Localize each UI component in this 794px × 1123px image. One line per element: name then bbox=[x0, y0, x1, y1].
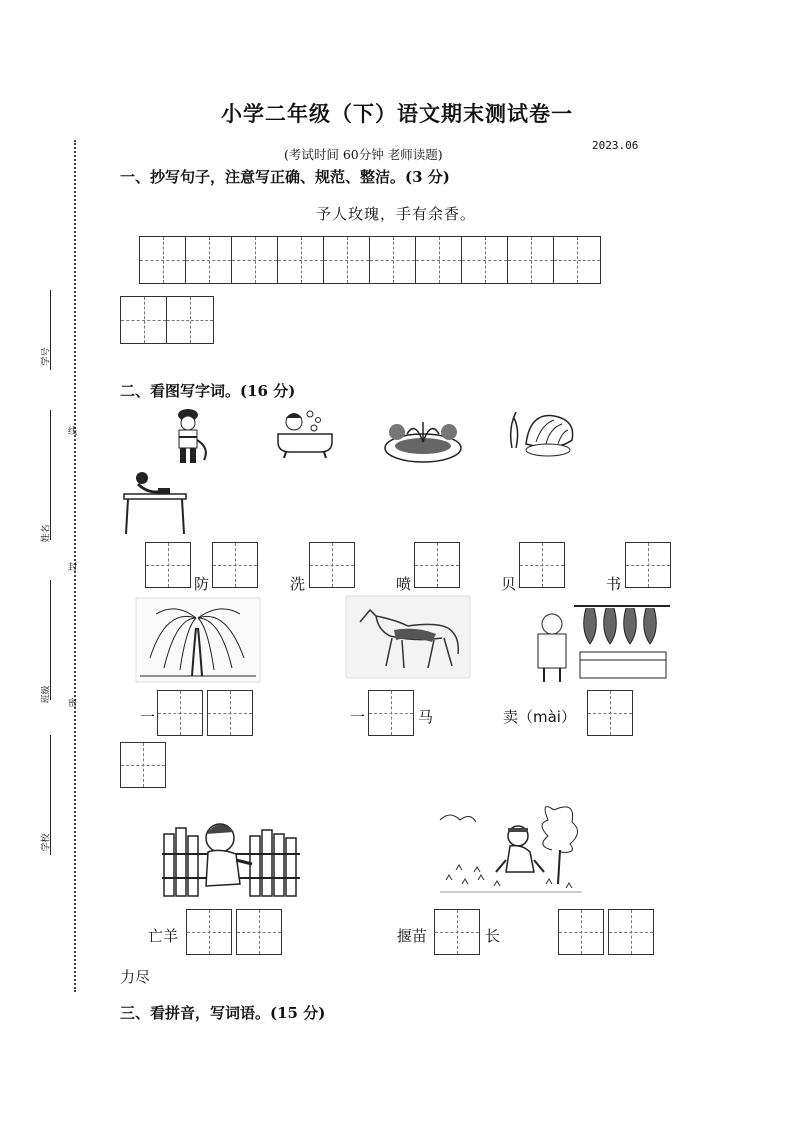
word-label-mai: 卖（mài） bbox=[503, 708, 576, 726]
word-label-yamiao: 揠苗 bbox=[397, 927, 428, 945]
word-label-yi-1: 一 bbox=[140, 708, 156, 726]
seal-mark-seal: 封 bbox=[68, 563, 78, 573]
word-label-wangyang: 亡羊 bbox=[148, 927, 179, 945]
exam-date: 2023.06 bbox=[592, 139, 639, 152]
butcher-shop-icon bbox=[530, 600, 670, 684]
writing-grid-row-2[interactable] bbox=[120, 296, 214, 344]
student-id-label: 学号 bbox=[41, 347, 52, 366]
answer-box-10[interactable] bbox=[587, 690, 633, 736]
answer-box-13[interactable] bbox=[236, 909, 282, 955]
person-at-desk-icon bbox=[120, 470, 192, 536]
copy-sentence: 予人玫瑰，手有余香。 bbox=[316, 205, 477, 223]
word-label-fang: 防 bbox=[194, 575, 210, 593]
answer-box-2[interactable] bbox=[212, 542, 258, 588]
boy-fixing-fence-icon bbox=[160, 814, 310, 902]
writing-grid-row-1[interactable] bbox=[139, 236, 601, 284]
horse-icon bbox=[346, 596, 470, 678]
child-bathing-icon bbox=[274, 406, 336, 462]
answer-box-6[interactable] bbox=[625, 542, 671, 588]
answer-box-14[interactable] bbox=[434, 909, 480, 955]
answer-box-8[interactable] bbox=[207, 690, 253, 736]
answer-box-7[interactable] bbox=[157, 690, 203, 736]
answer-box-1[interactable] bbox=[145, 542, 191, 588]
seal-mark-line: 线 bbox=[68, 427, 78, 437]
class-label: 班级 bbox=[41, 685, 52, 704]
word-label-shu: 书 bbox=[606, 575, 622, 593]
name-label: 姓名 bbox=[41, 524, 52, 543]
word-label-lijin: 力尽 bbox=[120, 968, 151, 986]
answer-box-9[interactable] bbox=[368, 690, 414, 736]
firefighter-icon bbox=[168, 406, 214, 466]
page-title: 小学二年级（下）语文期末测试卷一 bbox=[221, 101, 573, 126]
answer-box-3[interactable] bbox=[309, 542, 355, 588]
answer-box-5[interactable] bbox=[519, 542, 565, 588]
school-label: 学校 bbox=[41, 833, 52, 852]
answer-box-11[interactable] bbox=[120, 742, 166, 788]
section-1-heading: 一、抄写句子，注意写正确、规范、整洁。(3 分) bbox=[120, 168, 450, 186]
word-label-yi-2: 一 bbox=[350, 708, 366, 726]
answer-box-15[interactable] bbox=[558, 909, 604, 955]
section-3-heading: 三、看拼音，写词语。(15 分) bbox=[120, 1004, 326, 1022]
word-label-bei: 贝 bbox=[501, 575, 517, 593]
word-label-pen: 喷 bbox=[396, 575, 412, 593]
answer-box-16[interactable] bbox=[608, 909, 654, 955]
answer-box-12[interactable] bbox=[186, 909, 232, 955]
farmer-pulling-seedlings-icon bbox=[436, 800, 586, 896]
answer-box-4[interactable] bbox=[414, 542, 460, 588]
exam-subtitle: (考试时间 60分钟 老师读题) bbox=[284, 147, 443, 162]
name-line bbox=[50, 410, 51, 540]
fountain-icon bbox=[383, 414, 463, 464]
willow-tree-icon bbox=[136, 598, 260, 682]
word-label-ma: 马 bbox=[418, 708, 434, 726]
seashell-icon bbox=[506, 404, 578, 460]
seal-mark-secret: 密 bbox=[68, 699, 78, 709]
class-line bbox=[50, 580, 51, 700]
word-label-xi: 洗 bbox=[290, 575, 306, 593]
section-2-heading: 二、看图写字词。(16 分) bbox=[120, 382, 296, 400]
word-label-zhang: 长 bbox=[485, 927, 501, 945]
